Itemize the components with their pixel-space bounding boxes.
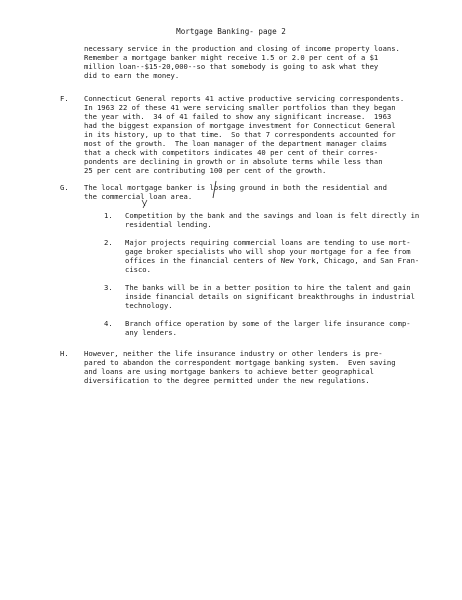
intro-line: million loan--$15-20,000--so that somebody is going to ask what they <box>84 62 379 71</box>
section-f-letter: F. <box>60 94 69 103</box>
section-h-line: However, neither the life insurance industry or other lenders is pre- <box>84 349 383 358</box>
section-g-line: The local mortgage banker is losing ground in both the residential and <box>84 183 387 192</box>
section-f-line: had the biggest expansion of mortgage investment for Connecticut General <box>84 121 396 130</box>
section-g-letter: G. <box>60 183 69 192</box>
list-item-number: 3. <box>104 283 113 292</box>
section-f-line: 25 per cent are contributing 100 per cent of the growth. <box>84 166 327 175</box>
section-f-line: pondents are declining in growth or in absolute terms while less than <box>84 157 383 166</box>
list-item-line: Branch office operation by some of the larger life insurance comp- <box>125 319 411 328</box>
list-item-line: Competition by the bank and the savings and loan is felt directly in <box>125 211 420 220</box>
section-f-line: in its history, up to that time. So that 7 correspondents accounted for <box>84 130 396 139</box>
list-item-number: 4. <box>104 319 113 328</box>
list-item-line: residential lending. <box>125 220 212 229</box>
list-item-line: inside financial details on significant breakthroughs in industrial <box>125 292 415 301</box>
section-h-letter: H. <box>60 349 69 358</box>
section-f-line: In 1963 22 of these 41 were servicing smaller portfolios than they began <box>84 103 396 112</box>
list-item-line: gage broker specialists who will shop your mortgage for a fee from <box>125 247 411 256</box>
section-f-line: most of the growth. The loan manager of the department manager claims <box>84 139 387 148</box>
list-item-line: technology. <box>125 301 173 310</box>
section-h-line: diversification to the degree permitted under the new regulations. <box>84 376 370 385</box>
page-header: Mortgage Banking- page 2 <box>176 27 286 36</box>
list-item-number: 2. <box>104 238 113 247</box>
list-item-number: 1. <box>104 211 113 220</box>
list-item-line: offices in the financial centers of New York, Chicago, and San Fran- <box>125 256 420 265</box>
intro-line: Remember a mortgage banker might receive 1.5 or 2.0 per cent of a $1 <box>84 53 379 62</box>
list-item-line: any lenders. <box>125 328 177 337</box>
list-item-line: The banks will be in a better position to hire the talent and gain <box>125 283 411 292</box>
section-h-line: and loans are using mortgage bankers to achieve better geographical <box>84 367 374 376</box>
section-f-line: Connecticut General reports 41 active productive servicing correspondents. <box>84 94 405 103</box>
section-g-line: the commercial loan area. <box>84 192 193 201</box>
list-item-line: Major projects requiring commercial loans are tending to use mort- <box>125 238 411 247</box>
pen-caret-mark <box>142 200 147 208</box>
list-item-line: cisco. <box>125 265 151 274</box>
section-f-line: the year with. 34 of 41 failed to show any significant increase. 1963 <box>84 112 392 121</box>
pen-stroke-mark <box>213 181 216 198</box>
section-h-line: pared to abandon the correspondent mortgage banking system. Even saving <box>84 358 396 367</box>
section-f-line: that a check with competitors indicates 40 per cent of their corres- <box>84 148 379 157</box>
intro-line: did to earn the money. <box>84 71 180 80</box>
intro-line: necessary service in the production and closing of income property loans. <box>84 44 400 53</box>
